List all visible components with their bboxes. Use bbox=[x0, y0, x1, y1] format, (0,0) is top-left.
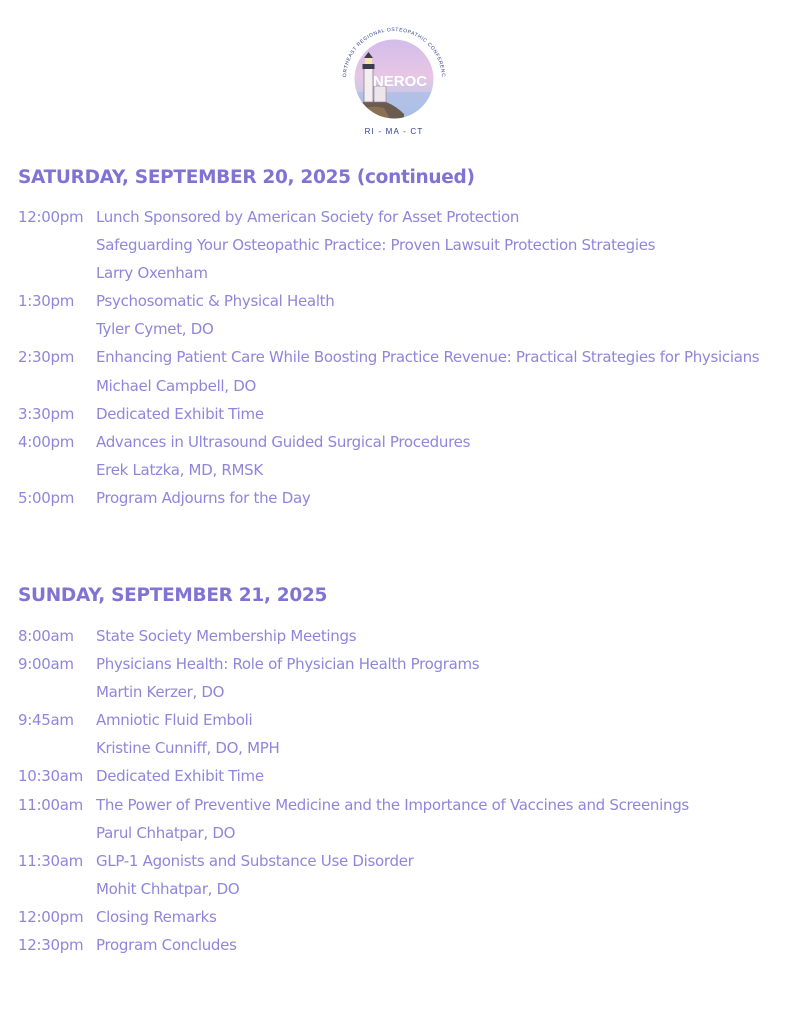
session-text: Closing Remarks bbox=[96, 907, 217, 926]
session-time: 11:00am bbox=[18, 795, 83, 814]
logo-acronym: NEROC bbox=[372, 73, 428, 90]
session-time: 3:30pm bbox=[18, 404, 75, 423]
session-text: Safeguarding Your Osteopathic Practice: Proven Lawsuit Protection Strategies bbox=[96, 236, 656, 255]
logo-states: RI - MA - CT bbox=[364, 127, 424, 136]
session-text: Program Adjourns for the Day bbox=[96, 488, 311, 507]
session-time: 12:00pm bbox=[18, 907, 84, 926]
session-text: Dedicated Exhibit Time bbox=[96, 404, 264, 423]
session-time: 2:30pm bbox=[18, 348, 75, 367]
session-text: Physicians Health: Role of Physician Health Programs bbox=[96, 655, 480, 674]
session-time: 4:00pm bbox=[18, 432, 75, 451]
session-time: 12:30pm bbox=[18, 936, 84, 955]
sunday-title: SUNDAY, SEPTEMBER 21, 2025 bbox=[18, 585, 328, 606]
session-text: Martin Kerzer, DO bbox=[96, 683, 225, 702]
session-time: 9:45am bbox=[18, 711, 74, 730]
session-time: 12:00pm bbox=[18, 208, 84, 226]
session-time: 1:30pm bbox=[18, 292, 75, 311]
neroc-logo-graphic bbox=[334, 22, 454, 142]
session-time: 10:30am bbox=[18, 767, 83, 786]
session-text: GLP-1 Agonists and Substance Use Disorder bbox=[96, 851, 414, 870]
session-text: Parul Chhatpar, DO bbox=[96, 823, 236, 842]
saturday-title: SATURDAY, SEPTEMBER 20, 2025 (continued) bbox=[18, 167, 475, 188]
session-text: Dedicated Exhibit Time bbox=[96, 767, 264, 786]
session-text: Psychosomatic & Physical Health bbox=[96, 292, 335, 311]
session-text: Erek Latzka, MD, RMSK bbox=[96, 460, 263, 479]
session-text: State Society Membership Meetings bbox=[96, 627, 357, 645]
session-text: Kristine Cunniff, DO, MPH bbox=[96, 739, 280, 758]
session-time: 5:00pm bbox=[18, 488, 75, 507]
session-time: 9:00am bbox=[18, 655, 74, 674]
session-text: Lunch Sponsored by American Society for Asset Protection bbox=[96, 208, 520, 226]
logo-arc-text: ORTHEAST REGIONAL OSTEOPATHIC CONFERENC bbox=[341, 26, 447, 78]
session-text: Amniotic Fluid Emboli bbox=[96, 711, 253, 730]
session-text: Larry Oxenham bbox=[96, 264, 208, 283]
session-text: Advances in Ultrasound Guided Surgical Procedures bbox=[96, 432, 471, 451]
session-text: Tyler Cymet, DO bbox=[96, 320, 214, 339]
conference-logo bbox=[334, 22, 454, 142]
session-text: Michael Campbell, DO bbox=[96, 376, 256, 395]
session-time: 8:00am bbox=[18, 627, 74, 645]
session-text: The Power of Preventive Medicine and the Importance of Vaccines and Screenings bbox=[96, 795, 689, 814]
session-text: Enhancing Patient Care While Boosting Practice Revenue: Practical Strategies for Physicians bbox=[96, 348, 760, 367]
session-text: Mohit Chhatpar, DO bbox=[96, 879, 240, 898]
session-text: Program Concludes bbox=[96, 936, 237, 955]
session-time: 11:30am bbox=[18, 851, 83, 870]
